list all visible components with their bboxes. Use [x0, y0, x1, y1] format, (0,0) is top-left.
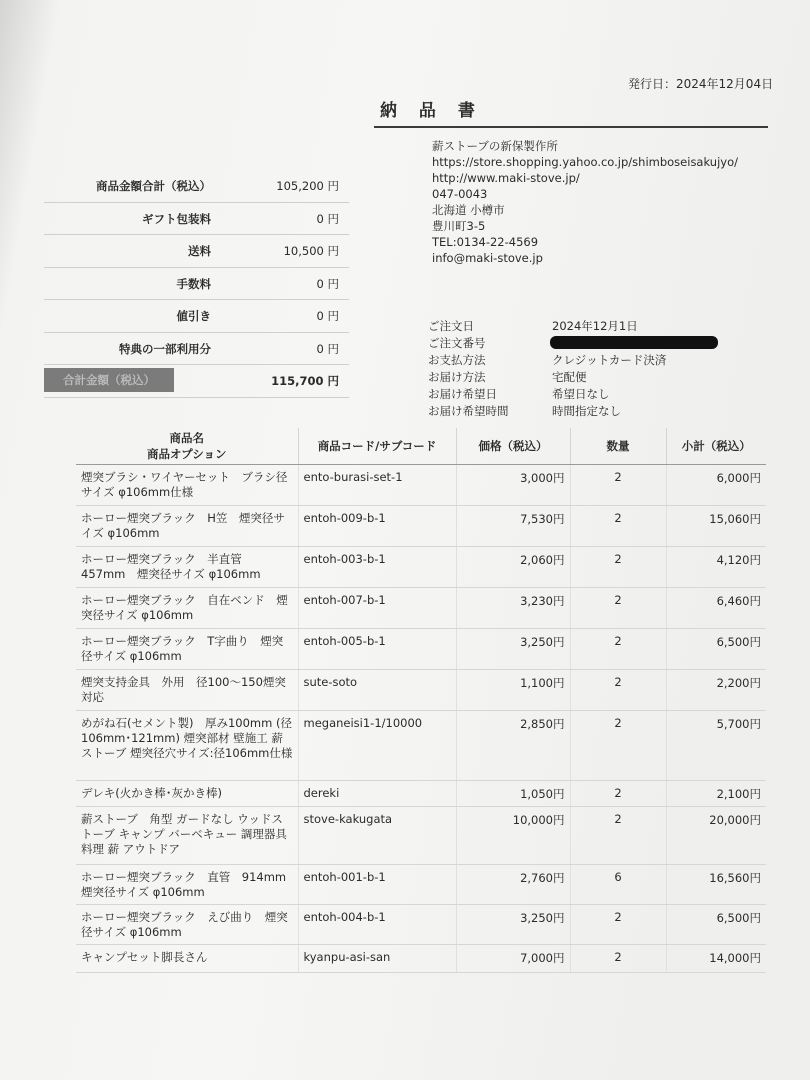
- item-qty: 2: [570, 465, 666, 506]
- summary-label: 特典の一部利用分: [119, 341, 211, 356]
- item-code: stove-kakugata: [298, 807, 456, 865]
- store-name: 薪ストーブの新保製作所: [432, 139, 558, 153]
- item-code: kyanpu-asi-san: [298, 945, 456, 973]
- item-code: dereki: [298, 781, 456, 807]
- item-price: 2,850円: [456, 711, 570, 781]
- item-subtotal: 6,500円: [666, 629, 766, 670]
- item-price: 3,000円: [456, 465, 570, 506]
- column-header-name-line2: 商品オプション: [147, 447, 227, 461]
- column-header-qty: 数量: [570, 428, 666, 465]
- item-qty: 2: [570, 588, 666, 629]
- item-code: entoh-003-b-1: [298, 547, 456, 588]
- item-subtotal: 6,460円: [666, 588, 766, 629]
- item-name: ホーロー煙突ブラック T字曲り 煙突径サイズ φ106mm: [76, 629, 298, 670]
- item-qty: 2: [570, 670, 666, 711]
- table-row: [76, 588, 766, 629]
- item-qty: 2: [570, 807, 666, 865]
- store-phone: TEL:0134-22-4569: [432, 235, 539, 249]
- item-subtotal: 2,200円: [666, 670, 766, 711]
- store-shop-url: https://store.shopping.yahoo.co.jp/shimboseisakujyo/: [432, 155, 738, 169]
- item-qty: 6: [570, 865, 666, 905]
- item-subtotal: 20,000円: [666, 807, 766, 865]
- table-row: [76, 465, 766, 506]
- item-price: 2,060円: [456, 547, 570, 588]
- item-price: 3,230円: [456, 588, 570, 629]
- item-price: 1,100円: [456, 670, 570, 711]
- summary-label: 値引き: [176, 309, 211, 323]
- order-number-redaction: [550, 336, 718, 349]
- item-name: めがね石(セメント製) 厚み100mm (径106mm･121mm) 煙突部材 壁施工 薪ストーブ 煙突径穴サイズ:径106mm仕様: [76, 711, 298, 781]
- table-row: [76, 945, 766, 973]
- summary-label: 送料: [188, 244, 211, 258]
- document-title: 納 品 書: [380, 101, 483, 121]
- column-header-price: 価格（税込）: [456, 428, 570, 465]
- item-name: キャンプセット脚長さん: [76, 945, 298, 973]
- summary-row-subtotal: [44, 170, 349, 203]
- summary-value: 105,200 円: [276, 179, 339, 193]
- item-price: 2,760円: [456, 865, 570, 905]
- item-subtotal: 6,000円: [666, 465, 766, 506]
- column-header-name-line1: 商品名: [169, 431, 204, 445]
- item-qty: 2: [570, 711, 666, 781]
- store-address-street: 豊川町3-5: [432, 219, 486, 233]
- item-price: 3,250円: [456, 629, 570, 670]
- table-row: [76, 905, 766, 945]
- summary-row-total: [44, 365, 349, 398]
- item-code: ento-burasi-set-1: [298, 465, 456, 506]
- title-underline: [374, 126, 768, 128]
- summary-value: 0 円: [316, 276, 339, 291]
- item-name: ホーロー煙突ブラック えび曲り 煙突径サイズ φ106mm: [76, 905, 298, 945]
- store-postal-code: 047-0043: [432, 187, 488, 201]
- item-qty: 2: [570, 945, 666, 973]
- item-price: 10,000円: [456, 807, 570, 865]
- item-price: 1,050円: [456, 781, 570, 807]
- summary-label: ギフト包装料: [142, 211, 211, 226]
- summary-total-label: 合計金額（税込）: [44, 368, 174, 392]
- item-subtotal: 4,120円: [666, 547, 766, 588]
- item-subtotal: 5,700円: [666, 711, 766, 781]
- item-subtotal: 14,000円: [666, 945, 766, 973]
- summary-value: 10,500 円: [283, 244, 339, 258]
- item-subtotal: 15,060円: [666, 506, 766, 547]
- item-price: 7,000円: [456, 945, 570, 973]
- summary-value: 0 円: [316, 309, 339, 323]
- item-code: sute-soto: [298, 670, 456, 711]
- table-header-row: [76, 428, 766, 465]
- summary-row-fee: [44, 268, 349, 301]
- payment-method-label: お支払方法: [428, 353, 486, 367]
- delivery-method-label: お届け方法: [428, 370, 486, 384]
- summary-row-points: [44, 333, 349, 366]
- table-row: [76, 807, 766, 865]
- item-name: 煙突ブラシ・ワイヤーセット ブラシ径サイズ φ106mm仕様: [76, 465, 298, 506]
- item-name: 煙突支持金具 外用 径100～150煙突対応: [76, 670, 298, 711]
- item-qty: 2: [570, 781, 666, 807]
- summary-total-value: 115,700 円: [271, 374, 339, 388]
- item-name: 薪ストーブ 角型 ガードなし ウッドストーブ キャンプ バーベキュー 調理器具 料理 薪 アウトドア: [76, 807, 298, 865]
- column-header-code: 商品コード/サブコード: [298, 428, 456, 465]
- item-code: meganeisi1-1/10000: [298, 711, 456, 781]
- summary-value: 0 円: [316, 341, 339, 356]
- item-subtotal: 6,500円: [666, 905, 766, 945]
- table-row: [76, 506, 766, 547]
- summary-row-discount: [44, 300, 349, 333]
- item-price: 3,250円: [456, 905, 570, 945]
- store-email: info@maki-stove.jp: [432, 251, 543, 265]
- delivery-date-label: お届け希望日: [428, 387, 497, 401]
- item-name: ホーロー煙突ブラック 直管 914mm 煙突径サイズ φ106mm: [76, 865, 298, 905]
- item-code: entoh-001-b-1: [298, 865, 456, 905]
- item-name: ホーロー煙突ブラック 自在ベンド 煙突径サイズ φ106mm: [76, 588, 298, 629]
- item-price: 7,530円: [456, 506, 570, 547]
- column-header-name: [76, 428, 298, 465]
- item-code: entoh-007-b-1: [298, 588, 456, 629]
- summary-row-shipping: [44, 235, 349, 268]
- table-row: [76, 670, 766, 711]
- summary-label: 手数料: [176, 276, 211, 291]
- items-table: [76, 428, 766, 973]
- item-code: entoh-009-b-1: [298, 506, 456, 547]
- summary-label: 商品金額合計（税込）: [96, 179, 211, 193]
- item-qty: 2: [570, 547, 666, 588]
- store-website-url: http://www.maki-stove.jp/: [432, 171, 580, 185]
- item-qty: 2: [570, 506, 666, 547]
- order-date-value: 2024年12月1日: [552, 319, 638, 333]
- item-qty: 2: [570, 629, 666, 670]
- table-row: [76, 629, 766, 670]
- summary-value: 0 円: [316, 211, 339, 226]
- item-qty: 2: [570, 905, 666, 945]
- table-row: [76, 865, 766, 905]
- summary-row-gift-wrap: [44, 203, 349, 236]
- item-name: ホーロー煙突ブラック 半直管 457mm 煙突径サイズ φ106mm: [76, 547, 298, 588]
- store-address-city: 北海道 小樽市: [432, 203, 505, 217]
- issue-date: 発行日：2024年12月04日: [628, 77, 774, 91]
- order-date-label: ご注文日: [428, 319, 474, 333]
- delivery-time-value: 時間指定なし: [552, 404, 621, 418]
- item-name: デレキ(火かき棒･灰かき棒): [76, 781, 298, 807]
- payment-method-value: クレジットカード決済: [552, 353, 667, 367]
- table-row: [76, 781, 766, 807]
- item-code: entoh-005-b-1: [298, 629, 456, 670]
- item-name: ホーロー煙突ブラック H笠 煙突径サイズ φ106mm: [76, 506, 298, 547]
- table-row: [76, 711, 766, 781]
- item-code: entoh-004-b-1: [298, 905, 456, 945]
- delivery-time-label: お届け希望時間: [428, 404, 509, 418]
- delivery-method-value: 宅配便: [552, 370, 587, 384]
- delivery-date-value: 希望日なし: [552, 387, 610, 401]
- table-row: [76, 547, 766, 588]
- order-number-label: ご注文番号: [428, 336, 486, 350]
- item-subtotal: 16,560円: [666, 865, 766, 905]
- column-header-subtotal: 小計（税込）: [666, 428, 766, 465]
- store-info: [432, 138, 738, 266]
- amount-summary: [44, 170, 349, 398]
- item-subtotal: 2,100円: [666, 781, 766, 807]
